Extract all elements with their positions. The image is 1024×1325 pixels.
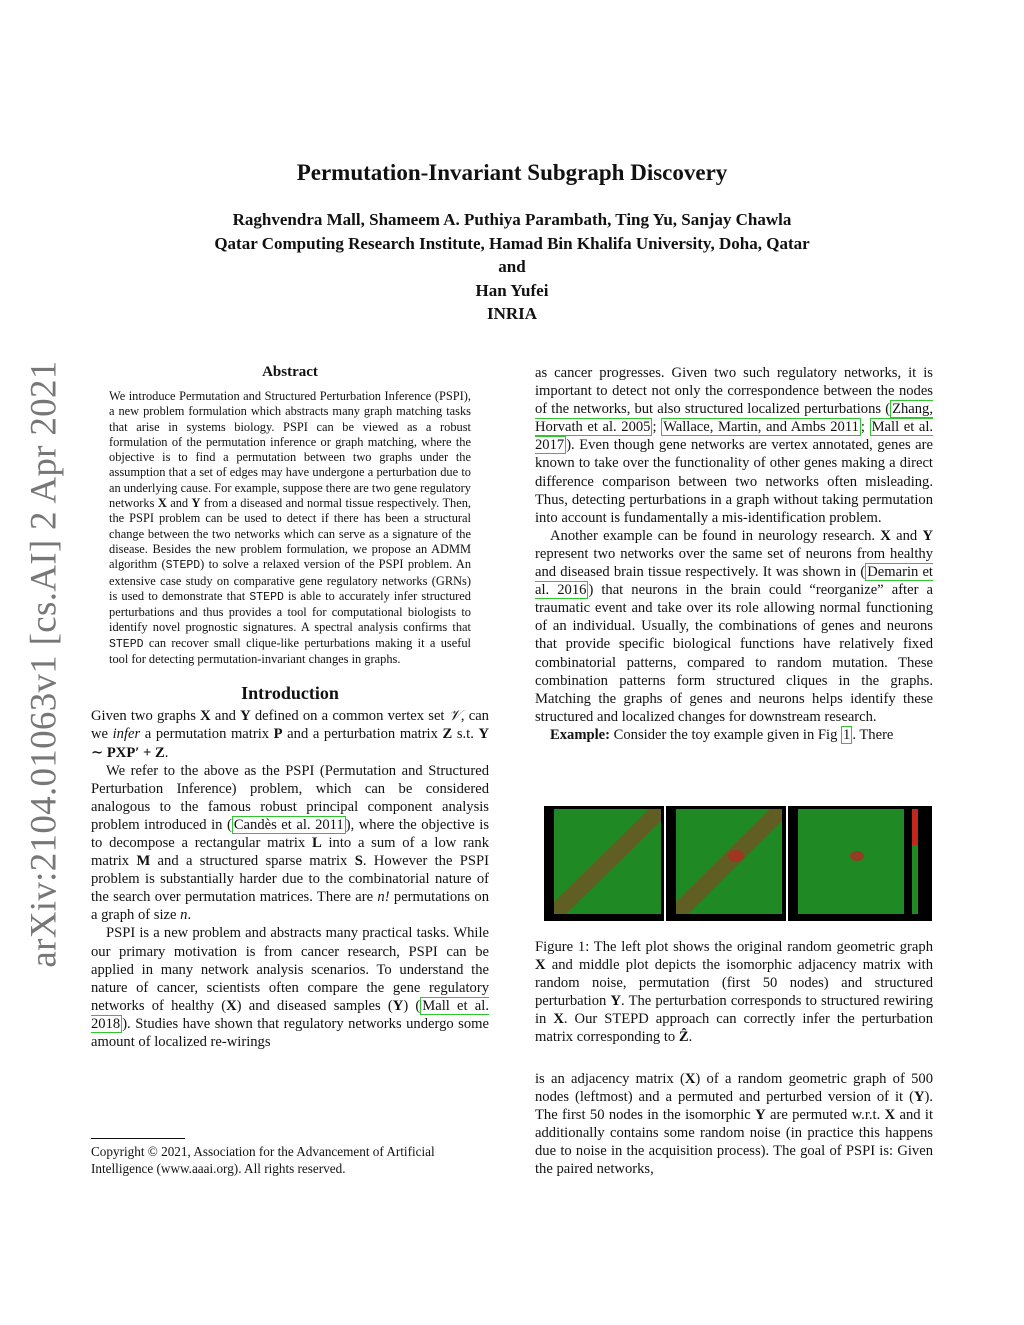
figure-1-caption: Figure 1: The left plot shows the original random geometric graph X and middle plot depicts the isomorphic adjacency matrix with random noise, permutation (first 50 nodes) and structured perturbation Y. The perturbation corresponds to structured rewiring in X. Our STEPD approach can correctly infer the perturbation matrix corresponding to Ẑ. <box>535 939 934 1046</box>
arxiv-sidebar <box>12 360 76 968</box>
citation-link[interactable]: Mall et al. 2017 <box>535 419 934 454</box>
figure-panel-perturbation <box>788 806 932 921</box>
right-column <box>535 364 933 744</box>
figure-link[interactable]: 1 <box>843 726 851 743</box>
author-2: Han Yufei <box>475 280 549 300</box>
citation-link[interactable]: Mall et al. 2018 <box>91 997 489 1032</box>
author-block <box>0 208 1024 326</box>
right-paragraph-4: is an adjacency matrix (X) of a random geometric graph of 500 nodes (leftmost) and a permuted and perturbed version of it (Y). The first 50 nodes in the isomorphic Y are permuted w.r.t. X and it additionally contains some random noise (in practice this happens due to noise in the acquisition process). The goal of PSPI is: Given the paired networks, <box>535 1071 934 1178</box>
left-column <box>91 364 489 1051</box>
right-paragraph-2: Another example can be found in neurology research. X and Y represent two networks over the same set of neurons from healthy and diseased brain tissue respectively. It was shown in ( Demarin et al. 2016 ) that neurons in the brain could “reorganize” after a traumatic event and take over its role allowing normal functioning of an individual. Usually, the combinations of genes and neurons that provide specific biological functions have relatively fixed combinatorial patterns, compared to random mutation. These combination patterns form structured cliques in the graphs. Matching the graphs of genes and neurons helps identify these structured and localized changes for downstream research. <box>535 527 933 725</box>
paper-title: Permutation-Invariant Subgraph Discovery <box>296 160 728 185</box>
intro-paragraph-1: Given two graphs X and Y defined on a common vertex set 𝒱, can we infer a permutation matrix P and a perturbation matrix Z s.t. Y ∼ PXP′ + Z. <box>91 708 489 761</box>
abstract-heading: Abstract <box>262 364 318 380</box>
figure-panel-original <box>544 806 664 921</box>
introduction-heading: Introduction <box>241 683 339 704</box>
arxiv-id: arXiv:2104.01063v1 [cs.AI] 2 Apr 2021 <box>23 360 65 968</box>
authors: Raghvendra Mall, Shameem A. Puthiya Parambath, Ting Yu, Sanjay Chawla <box>232 210 792 229</box>
figure-1 <box>544 806 932 921</box>
figure-panel-isomorphic <box>666 806 786 921</box>
and-word: and <box>498 257 526 276</box>
citation-link[interactable]: Candès et al. 2011 <box>233 816 344 833</box>
footnote-rule <box>91 1138 185 1139</box>
citation-link[interactable]: Demarin et al. 2016 <box>535 564 933 599</box>
right-paragraph-3: Example: Consider the toy example given in Fig 1 . There <box>550 726 894 743</box>
right-paragraph-1: as cancer progresses. Given two such regulatory networks, it is important to detect not only the correspondence between the nodes of the networks, but also structured localized perturbations ( Zhang, Horvath et al. 2005 ; Wallace, Martin, and Ambs 2011 ; Mall et al. 2017 ). Even though gene networks are vertex annotated, genes are known to take over the functionality of other genes making a direct difference comparison between two networks often misleading. Thus, detecting perturbations in a graph without taking permutation into account is fundamentally a mis-identification problem. <box>535 365 934 526</box>
copyright-notice: Copyright © 2021, Association for the Advancement of Artificial Intelligence (www.aaai.org). All rights reserved. <box>91 1144 435 1176</box>
abstract-body: We introduce Permutation and Structured Perturbation Inference (PSPI), a new problem formulation which abstracts many graph matching tasks that arise in systems biology. PSPI can be viewed as a robust formulation of the permutation inference or graph matching, where the objective is to find a permutation between two graphs under the assumption that a set of edges may have undergone a perturbation due to an underlying cause. For example, suppose there are two gene regulatory networks X and Y from a diseased and normal tissue respectively. Then, the PSPI problem can be used to detect if there has been a structural change between the two networks which can serve as a signature of the disease. Besides the new problem formulation, we propose an ADMM algorithm (STEPD) to solve a relaxed version of the PSPI problem. An extensive case study on comparative gene regulatory networks (GRNs) is used to demonstrate that STEPD is able to accurately infer structured perturbations and thus provides a tool for computational biologists to identify novel prognostic signatures. A spectral analysis confirms that STEPD can recover small clique-like perturbations making it a useful tool for detecting permutation-invariant changes in graphs. <box>109 389 472 667</box>
affiliation: Qatar Computing Research Institute, Hamad Bin Khalifa University, Doha, Qatar <box>214 233 810 253</box>
intro-paragraph-2: We refer to the above as the PSPI (Permutation and Structured Perturbation Inference) problem, which can be considered analogous to the famous robust principal component analysis problem introduced in ( Candès et al. 2011 ), where the objective is to decompose a rectangular matrix L into a sum of a low rank matrix M and a structured sparse matrix S. However the PSPI problem is substantially harder due to the combinatorial nature of the search over permutation matrices. There are n! permutations on a graph of size n. <box>91 762 490 924</box>
citation-link[interactable]: Zhang, Horvath et al. 2005 <box>535 401 933 436</box>
intro-paragraph-3: PSPI is a new problem and abstracts many practical tasks. While our primary motivation is from cancer research, PSPI can be applied in many network analysis scenarios. To understand the nature of cancer, scientists often compare the gene regulatory networks of healthy (X) and diseased samples (Y) ( Mall et al. 2018 ). Studies have shown that regulatory networks undergo some amount of localized re-wirings <box>91 925 489 1051</box>
affiliation-2: INRIA <box>486 304 538 323</box>
citation-link[interactable]: Wallace, Martin, and Ambs 2011 <box>663 419 859 436</box>
